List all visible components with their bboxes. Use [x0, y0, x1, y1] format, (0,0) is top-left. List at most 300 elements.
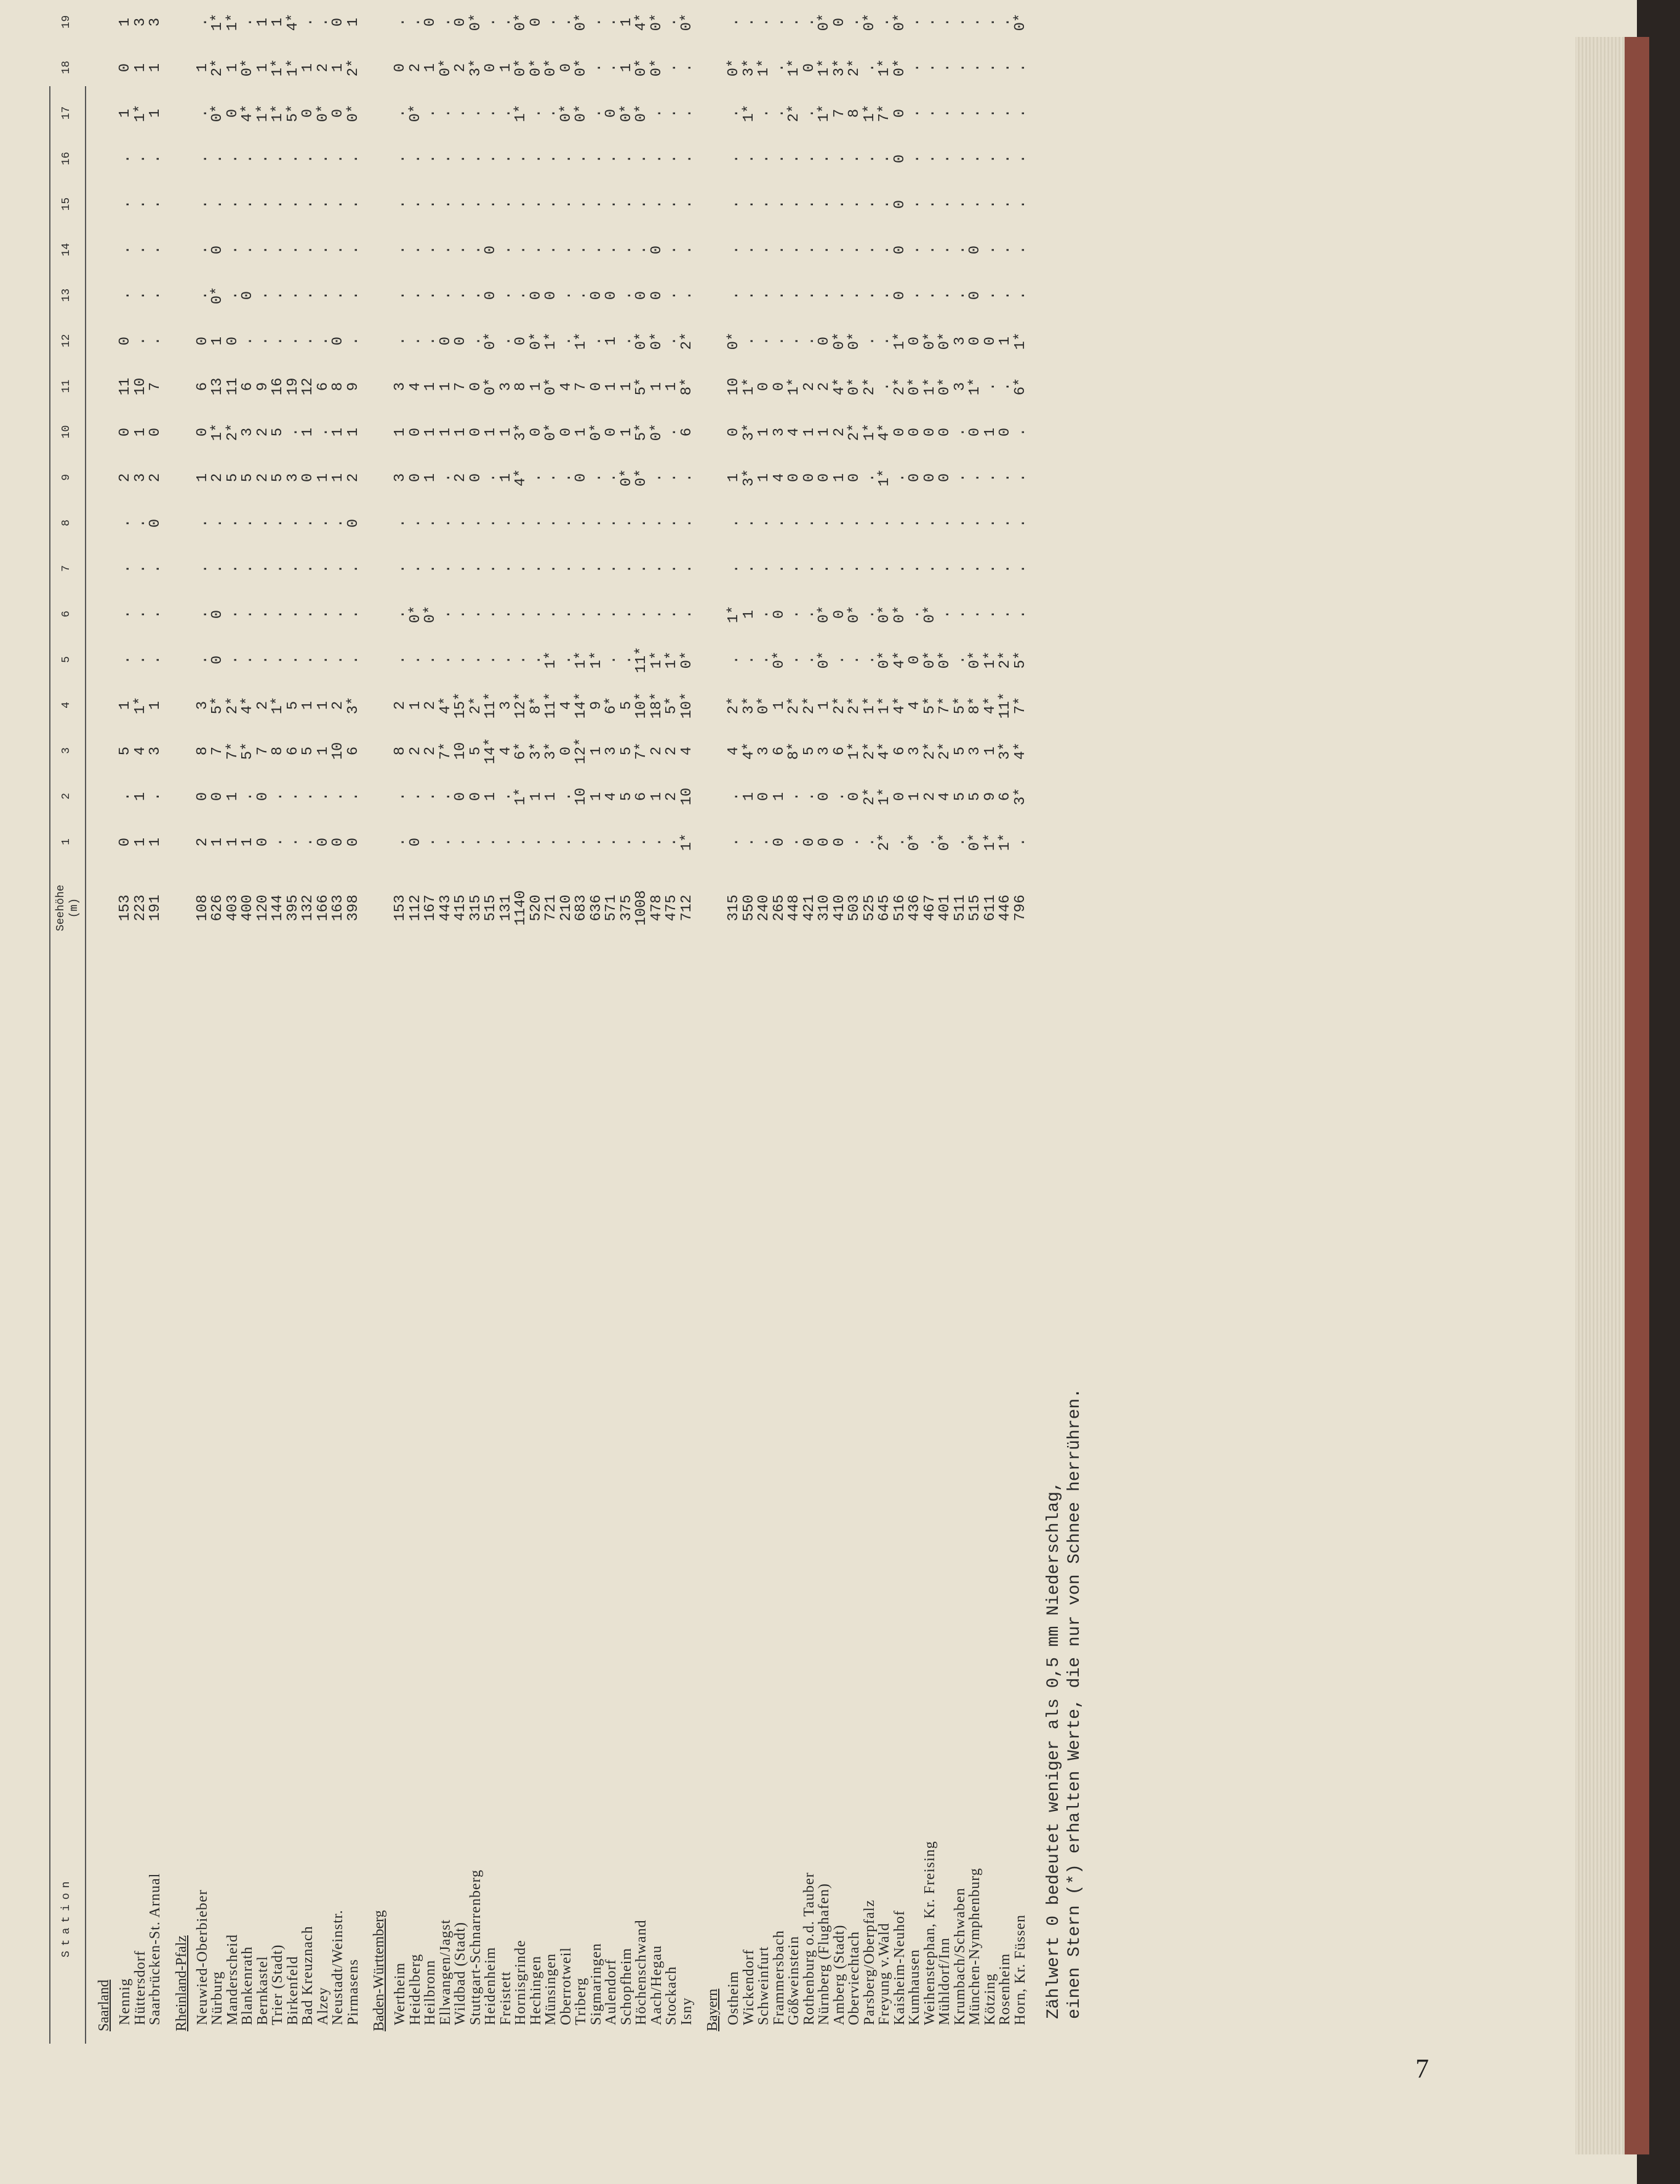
day-value: 2*: [876, 833, 893, 851]
day-value: 1: [527, 382, 545, 391]
day-value: 0: [846, 792, 863, 801]
day-value: .: [467, 154, 484, 164]
day-value: 1: [816, 701, 833, 710]
day-value: 9: [982, 792, 999, 801]
day-value: 7: [831, 108, 848, 118]
day-value: 5: [951, 746, 969, 756]
day-value: .: [117, 518, 134, 528]
day-value: 0: [452, 336, 469, 346]
day-value: .: [861, 564, 878, 574]
day-value: .: [497, 609, 514, 619]
day-value: .: [663, 17, 680, 27]
day-value: 1: [314, 473, 332, 483]
station-name: Kumhausen: [906, 1949, 922, 2025]
day-value: 1: [831, 473, 848, 483]
day-value: .: [527, 199, 545, 209]
day-value: .: [1012, 291, 1029, 300]
day-value: .: [467, 564, 484, 574]
day-value: .: [558, 473, 575, 483]
day-value: .: [330, 199, 346, 209]
day-value: .: [663, 63, 680, 73]
day-value: .: [633, 199, 650, 209]
day-value: 1*: [513, 104, 529, 122]
day-value: 1*: [876, 787, 893, 806]
station-name: Sigmaringen: [588, 1943, 604, 2025]
day-value: .: [678, 564, 695, 574]
day-value: .: [588, 473, 605, 483]
day-value: 0: [558, 427, 575, 437]
day-value: 7: [147, 382, 164, 391]
station-name: Oberrotweil: [558, 1947, 574, 2025]
day-value: .: [951, 609, 969, 619]
day-value: .: [330, 564, 346, 574]
day-value: .: [1012, 199, 1029, 209]
day-value: .: [558, 199, 575, 209]
day-value: 3: [147, 17, 164, 27]
table-row: [147, 17, 164, 2068]
station-height: 120: [254, 894, 271, 921]
day-value: .: [209, 199, 226, 209]
day-value: 2: [422, 701, 439, 710]
header-day: 3: [60, 747, 73, 754]
day-value: .: [921, 154, 938, 164]
day-value: .: [861, 199, 878, 209]
day-value: .: [756, 609, 772, 619]
day-value: .: [633, 154, 650, 164]
day-value: 1: [603, 382, 620, 391]
day-value: .: [482, 199, 499, 209]
day-value: .: [573, 837, 590, 847]
day-value: .: [967, 564, 983, 574]
station-name: Ellwangen/Jagst: [437, 1919, 454, 2025]
day-value: 0: [117, 837, 134, 847]
day-value: .: [270, 792, 286, 801]
day-value: 10: [678, 787, 695, 806]
station-height: 467: [921, 894, 938, 921]
day-value: 2*: [345, 58, 362, 77]
day-value: 1*: [1012, 332, 1029, 350]
station-name: Münsingen: [543, 1953, 559, 2025]
station-height: 436: [906, 894, 923, 921]
day-value: .: [801, 655, 818, 665]
day-value: .: [345, 199, 362, 209]
day-value: .: [846, 564, 863, 574]
day-value: 1: [147, 108, 164, 118]
day-value: 9: [254, 382, 271, 391]
day-value: 1: [437, 382, 454, 391]
day-value: 1: [422, 63, 439, 73]
table-row: [1012, 13, 1030, 2068]
day-value: .: [786, 245, 802, 255]
day-value: 8: [270, 746, 286, 756]
day-value: .: [407, 792, 424, 801]
day-value: 1: [132, 427, 149, 437]
day-value: 3: [497, 382, 514, 391]
day-value: .: [132, 199, 149, 209]
day-value: .: [147, 245, 164, 255]
day-value: 4: [497, 746, 514, 756]
day-value: 0*: [558, 104, 575, 122]
day-value: .: [467, 245, 484, 255]
day-value: .: [194, 564, 211, 574]
day-value: .: [254, 291, 271, 300]
day-value: 0: [588, 382, 605, 391]
day-value: .: [558, 518, 575, 528]
day-value: .: [117, 245, 134, 255]
station-height: 712: [678, 894, 695, 921]
day-value: .: [345, 655, 362, 665]
day-value: .: [937, 108, 953, 118]
day-value: 2: [831, 427, 848, 437]
day-value: .: [967, 17, 983, 27]
day-value: .: [345, 792, 362, 801]
day-value: 6: [284, 746, 302, 756]
day-value: .: [407, 564, 424, 574]
day-value: .: [648, 609, 665, 619]
station-height: 398: [345, 894, 362, 921]
day-value: 4: [132, 746, 149, 756]
day-value: 0: [831, 837, 848, 847]
day-value: 3: [392, 382, 409, 391]
day-value: .: [513, 199, 529, 209]
day-value: 2: [330, 701, 346, 710]
day-value: .: [740, 245, 758, 255]
day-value: .: [756, 837, 772, 847]
day-value: .: [906, 291, 923, 300]
day-value: 1: [117, 701, 134, 710]
day-value: .: [951, 108, 969, 118]
day-value: 3*: [1012, 787, 1029, 806]
day-value: .: [618, 245, 635, 255]
group-heading: Bayern: [705, 1988, 721, 2031]
day-value: .: [678, 245, 695, 255]
day-value: .: [392, 655, 409, 665]
day-value: .: [392, 291, 409, 300]
day-value: 0: [906, 336, 923, 346]
day-value: 0: [467, 792, 484, 801]
day-value: .: [573, 291, 590, 300]
day-value: .: [437, 17, 454, 27]
day-value: .: [801, 564, 818, 574]
day-value: .: [648, 473, 665, 483]
day-value: 1*: [543, 651, 559, 669]
station-height: 144: [270, 894, 286, 921]
day-value: 1*: [846, 742, 863, 760]
station-name: Rosenheim: [997, 1953, 1013, 2025]
day-value: 0: [239, 291, 256, 300]
day-value: .: [497, 564, 514, 574]
day-value: 0: [117, 63, 134, 73]
day-value: 2: [209, 473, 226, 483]
day-value: 0: [588, 291, 605, 300]
day-value: .: [239, 792, 256, 801]
day-value: 0*: [482, 377, 499, 396]
day-value: 0: [801, 473, 818, 483]
day-value: .: [270, 245, 286, 255]
day-value: 0: [407, 837, 424, 847]
station-name: Birkenfeld: [284, 1956, 301, 2025]
day-value: .: [1012, 609, 1029, 619]
station-name: Weihenstephan, Kr. Freising: [921, 1841, 938, 2025]
day-value: 0*: [876, 605, 893, 624]
header-day: 13: [60, 288, 73, 302]
day-value: 1*: [648, 651, 665, 669]
day-value: 0*: [937, 651, 953, 669]
day-value: 0: [937, 473, 953, 483]
day-value: 1: [618, 63, 635, 73]
day-value: .: [467, 609, 484, 619]
day-value: .: [437, 564, 454, 574]
station-name: Wildbad (Stadt): [452, 1922, 468, 2025]
day-value: .: [527, 108, 545, 118]
day-value: .: [876, 199, 893, 209]
day-value: .: [194, 518, 211, 528]
day-value: .: [831, 154, 848, 164]
day-value: 1: [770, 792, 788, 801]
day-value: .: [239, 199, 256, 209]
day-value: .: [407, 245, 424, 255]
day-value: .: [997, 63, 1014, 73]
day-value: .: [147, 154, 164, 164]
day-value: .: [482, 837, 499, 847]
day-value: .: [132, 518, 149, 528]
day-value: 2: [392, 701, 409, 710]
day-value: 0: [330, 837, 346, 847]
station-height: 478: [648, 894, 665, 921]
day-value: .: [861, 154, 878, 164]
day-value: .: [831, 518, 848, 528]
day-value: 0*: [543, 423, 559, 441]
day-value: .: [407, 199, 424, 209]
day-value: 1: [407, 701, 424, 710]
day-value: 1: [543, 792, 559, 801]
day-value: 1: [982, 427, 999, 437]
day-value: 0: [392, 63, 409, 73]
day-value: 0: [209, 655, 226, 665]
day-value: .: [816, 291, 833, 300]
day-value: 4*: [1012, 742, 1029, 760]
day-value: 0: [603, 427, 620, 437]
day-value: .: [345, 336, 362, 346]
day-value: 1*: [982, 833, 999, 851]
station-height: 395: [284, 894, 302, 921]
day-value: 1: [194, 473, 211, 483]
day-value: 0: [467, 382, 484, 391]
day-value: .: [846, 518, 863, 528]
day-value: 5: [967, 792, 983, 801]
day-value: 3: [951, 336, 969, 346]
day-value: 0: [831, 609, 848, 619]
day-value: 5*: [209, 696, 226, 715]
station-height: 645: [876, 894, 893, 921]
day-value: .: [770, 291, 788, 300]
station-name: Ostheim: [726, 1970, 742, 2025]
header-day: 11: [60, 379, 73, 393]
day-value: .: [392, 336, 409, 346]
day-value: .: [967, 518, 983, 528]
day-value: .: [345, 291, 362, 300]
day-value: .: [663, 427, 680, 437]
day-value: .: [663, 245, 680, 255]
day-value: 0*: [437, 58, 454, 77]
day-value: .: [224, 609, 241, 619]
day-value: .: [452, 108, 469, 118]
day-value: .: [831, 291, 848, 300]
day-value: 0: [452, 17, 469, 27]
station-height: 315: [467, 894, 484, 921]
day-value: 0: [330, 17, 346, 27]
day-value: .: [284, 154, 302, 164]
day-value: 3*: [467, 58, 484, 77]
day-value: .: [147, 291, 164, 300]
day-value: 0: [330, 336, 346, 346]
day-value: 1: [618, 382, 635, 391]
day-value: .: [117, 564, 134, 574]
day-value: 1: [330, 427, 346, 437]
day-value: 3*: [513, 423, 529, 441]
day-value: .: [740, 291, 758, 300]
day-value: 0: [921, 427, 938, 437]
day-value: 6*: [603, 696, 620, 715]
day-value: .: [1012, 154, 1029, 164]
day-value: 5: [270, 427, 286, 437]
day-value: .: [422, 108, 439, 118]
day-value: .: [951, 245, 969, 255]
day-value: .: [663, 199, 680, 209]
day-value: 4*: [284, 13, 302, 31]
header-day: 5: [60, 656, 73, 663]
day-value: 2*: [891, 377, 908, 396]
station-height: 240: [756, 894, 772, 921]
day-value: 1*: [921, 377, 938, 396]
day-value: .: [314, 564, 332, 574]
day-value: 1*: [132, 104, 149, 122]
day-value: 0*: [816, 605, 833, 624]
header-day: 14: [60, 243, 73, 257]
day-value: .: [330, 792, 346, 801]
day-value: .: [756, 655, 772, 665]
day-value: .: [588, 837, 605, 847]
day-value: .: [239, 609, 256, 619]
day-value: 2*: [224, 696, 241, 715]
day-value: 5*: [284, 104, 302, 122]
day-value: .: [1012, 518, 1029, 528]
day-value: 0: [967, 245, 983, 255]
day-value: 0*: [967, 651, 983, 669]
day-value: 0*: [846, 377, 863, 396]
day-value: 1*: [816, 104, 833, 122]
day-value: .: [801, 609, 818, 619]
station-name: Horn, Kr. Füssen: [1012, 1914, 1028, 2025]
day-value: 0: [330, 108, 346, 118]
station-height: 475: [663, 894, 680, 921]
day-value: .: [345, 564, 362, 574]
day-value: 1: [663, 382, 680, 391]
day-value: 0: [527, 17, 545, 27]
day-value: 1: [270, 17, 286, 27]
day-value: .: [224, 655, 241, 665]
day-value: .: [452, 837, 469, 847]
day-value: 3*: [345, 696, 362, 715]
day-value: .: [937, 245, 953, 255]
day-value: 7*: [224, 742, 241, 760]
station-height: 571: [603, 894, 620, 921]
day-value: 4*: [982, 696, 999, 715]
day-value: 11*: [997, 692, 1014, 719]
day-value: 5: [801, 746, 818, 756]
day-value: 2: [194, 837, 211, 847]
day-value: .: [422, 518, 439, 528]
header-day: 15: [60, 197, 73, 211]
day-value: .: [558, 564, 575, 574]
day-value: 0: [816, 336, 833, 346]
day-value: 0: [786, 473, 802, 483]
day-value: .: [663, 473, 680, 483]
day-value: .: [997, 199, 1014, 209]
day-value: .: [147, 792, 164, 801]
day-value: .: [1012, 427, 1029, 437]
day-value: 0: [906, 427, 923, 437]
day-value: .: [437, 518, 454, 528]
day-value: 3*: [831, 58, 848, 77]
day-value: .: [117, 154, 134, 164]
day-value: .: [300, 518, 316, 528]
day-value: .: [906, 609, 923, 619]
day-value: 0: [967, 291, 983, 300]
day-value: .: [209, 154, 226, 164]
day-value: 1: [132, 837, 149, 847]
station-height: 410: [831, 894, 848, 921]
day-value: .: [558, 291, 575, 300]
day-value: .: [770, 245, 788, 255]
day-value: 5: [239, 473, 256, 483]
station-name: Gößweinstein: [786, 1935, 802, 2025]
day-value: 5*: [921, 696, 938, 715]
day-value: .: [786, 17, 802, 27]
day-value: 1: [422, 382, 439, 391]
day-value: .: [527, 837, 545, 847]
station-name: Kaisheim-Neuhof: [891, 1910, 908, 2025]
day-value: .: [876, 382, 893, 391]
day-value: 1*: [678, 833, 695, 851]
day-value: 7*: [876, 104, 893, 122]
day-value: .: [740, 336, 758, 346]
day-value: .: [270, 199, 286, 209]
day-value: 1: [254, 63, 271, 73]
day-value: .: [513, 609, 529, 619]
page-number: 7: [1415, 2054, 1429, 2084]
day-value: .: [543, 17, 559, 27]
station-name: Nürnberg (Flughafen): [816, 1883, 832, 2025]
day-value: 0: [224, 108, 241, 118]
day-value: 2*: [831, 696, 848, 715]
day-value: .: [482, 108, 499, 118]
day-value: .: [846, 199, 863, 209]
day-value: .: [663, 564, 680, 574]
day-value: 1*: [740, 377, 758, 396]
day-value: .: [921, 564, 938, 574]
day-value: 1: [254, 17, 271, 27]
day-value: .: [951, 291, 969, 300]
day-value: .: [513, 518, 529, 528]
day-value: .: [603, 655, 620, 665]
day-value: 0: [117, 427, 134, 437]
day-value: 0*: [726, 58, 742, 77]
day-value: 5: [618, 746, 635, 756]
day-value: .: [861, 609, 878, 619]
day-value: 4: [407, 382, 424, 391]
day-value: 1: [330, 63, 346, 73]
